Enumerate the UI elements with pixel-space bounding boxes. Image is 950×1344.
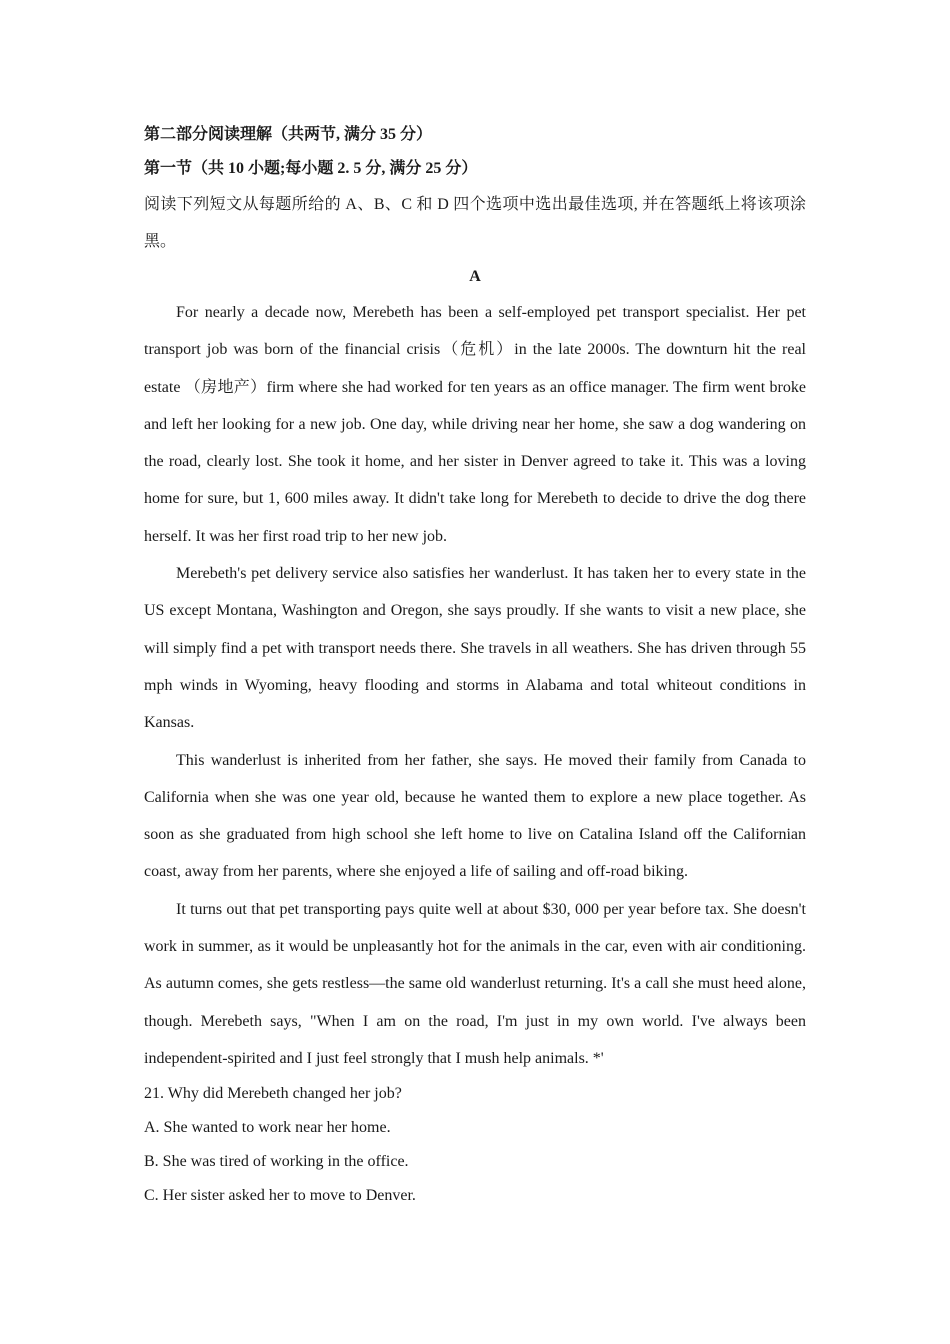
answer-option-b: B. She was tired of working in the office. (144, 1153, 409, 1171)
passage-paragraph: This wanderlust is inherited from her father, she says. He moved their family from Canada to California when she was one year old, because he wanted them to explore a new place together. As soon as she graduated from high school she left home to live on Catalina Island off the Californian coast, away from her parents, where she enjoyed a life of sailing and off-road biking. (144, 751, 806, 881)
document-page (144, 118, 806, 1213)
answer-option-c: C. Her sister asked her to move to Denver. (144, 1187, 416, 1205)
passage-paragraph: It turns out that pet transporting pays quite well at about $30, 000 per year before tax. She doesn't work in summer, as it would be unpleasantly hot for the animals in the car, even with air conditioning. As autumn comes, she gets restless—the same old wanderlust returning. It's a call she must heed alone, though. Merebeth says, "When I am on the road, I'm just in my own world. I've always been independent-spirited and I just feel strongly that I mush help animals. *' (144, 900, 806, 1067)
instruction-text: 阅读下列短文从每题所给的 A、B、C 和 D 四个选项中选出最佳选项, 并在答题纸上将该项涂黑。 (144, 196, 806, 250)
answer-option-a: A. She wanted to work near her home. (144, 1119, 391, 1137)
passage-paragraph: Merebeth's pet delivery service also satisfies her wanderlust. It has taken her to every state in the US except Montana, Washington and Oregon, she says proudly. If she wants to visit a new place, she will simply find a pet with transport needs there. She travels in all weathers. She has driven through 55 mph winds in Wyoming, heavy flooding and storms in Alabama and total whiteout conditions in Kansas. (144, 565, 806, 732)
subsection-heading: 第一节（共 10 小题;每小题 2. 5 分, 满分 25 分） (144, 160, 478, 177)
passage-paragraph: For nearly a decade now, Merebeth has been a self-employed pet transport specialist. Her pet transport job was born of the financial crisis（危机）in the late 2000s. The downturn hit the real estate （房地产）firm where she had worked for ten years as an office manager. The firm went broke and left her looking for a new job. One day, while driving near her home, she saw a dog wandering on the road, clearly lost. She took it home, and her sister in Denver agreed to take it. This was a loving home for sure, but 1, 600 miles away. It didn't take long for Merebeth to decide to drive the dog there herself. It was her first road trip to her new job. (144, 304, 806, 545)
section-heading: 第二部分阅读理解（共两节, 满分 35 分） (144, 126, 433, 143)
question-stem: 21. Why did Merebeth changed her job? (144, 1085, 402, 1103)
passage-letter: A (469, 268, 481, 285)
